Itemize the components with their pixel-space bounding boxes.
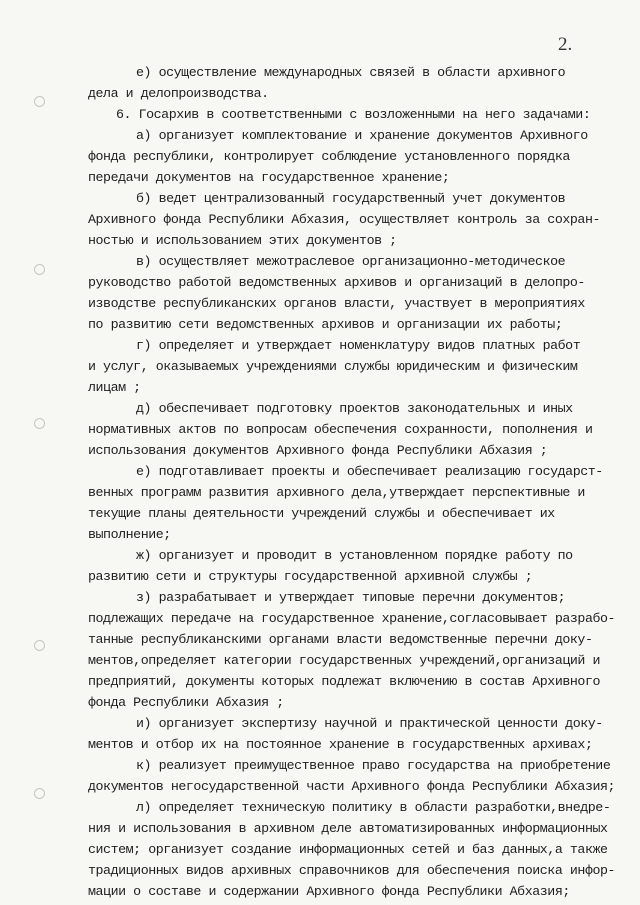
text-line: мации о составе и содержании Архивного фонда Республики Абхазия; (88, 884, 570, 899)
text-line: фонда республики, контролирует соблюдение установленного порядка (88, 149, 570, 164)
text-line: по развитию сети ведомственных архивов и организации их работы; (88, 317, 563, 332)
text-line: и) организует экспертизу научной и практической ценности доку- (136, 716, 603, 731)
text-line: г) определяет и утверждает номенклатуру видов платных работ (136, 338, 581, 353)
text-line: д) обеспечивает подготовку проектов законодательных и иных (136, 401, 573, 416)
punch-hole-mark (34, 788, 45, 799)
text-line: дела и делопроизводства. (88, 86, 269, 101)
text-line: танные республиканскими органами власти ведомственные перечни доку- (88, 632, 593, 647)
text-line: и услуг, оказываемых учреждениями службы юридическим и физическим (88, 359, 578, 374)
text-line: ментов,определяет категории государственных учреждений,организаций и (88, 653, 601, 668)
text-line: венных программ развития архивного дела,утверждает перспективные и (88, 485, 585, 500)
text-line: подлежащих передаче на государственное хранение,согласовывает разрабо- (88, 611, 616, 626)
text-line: передачи документов на государственное хранение; (88, 170, 450, 185)
text-line: документов негосударственной части Архивного фонда Республики Абхазия; (88, 779, 616, 794)
text-line: 6. Госархив в соответственными с возложенными на него задачами: (116, 107, 591, 122)
text-line: предприятий, документы которых подлежат включению в состав Архивного (88, 674, 601, 689)
text-line: текущие планы деятельности учреждений службы и обеспечивает их (88, 506, 555, 521)
text-line: руководство работой ведомственных архивов и организаций в делопро- (88, 275, 585, 290)
text-line: лицам ; (88, 380, 141, 395)
text-line: ментов и отбор их на постоянное хранение в государственных архивах; (88, 737, 593, 752)
text-line: ния и использования в архивном деле автоматизированных информационных (88, 821, 608, 836)
text-line: в) осуществляет межотраслевое организационно-методическое (136, 254, 566, 269)
punch-hole-mark (34, 640, 45, 651)
text-line: ностью и использованием этих документов ; (88, 233, 397, 248)
text-line: к) реализует преимущественное право государства на приобретение (136, 758, 611, 773)
text-line: ж) организует и проводит в установленном порядке работу по (136, 548, 573, 563)
text-line: е) осуществление международных связей в области архивного (136, 65, 566, 80)
punch-hole-mark (34, 418, 45, 429)
punch-hole-mark (34, 96, 45, 107)
text-line: развитию сети и структуры государственной архивной службы ; (88, 569, 533, 584)
text-line: использования документов Архивного фонда Республики Абхазия ; (88, 443, 548, 458)
text-line: фонда Республики Абхазия ; (88, 695, 284, 710)
text-line: систем; организует создание информационных сетей и баз данных,а также (88, 842, 608, 857)
text-line: Архивного фонда Республики Абхазия, осуществляет контроль за сохран- (88, 212, 601, 227)
text-line: л) определяет техническую политику в области разработки,внедре- (136, 800, 611, 815)
text-line: е) подготавливает проекты и обеспечивает реализацию государст- (136, 464, 603, 479)
text-line: традиционных видов архивных справочников для обеспечения поиска инфор- (88, 863, 616, 878)
text-line: з) разрабатывает и утверждает типовые перечни документов; (136, 590, 566, 605)
text-line: б) ведет централизованный государственный учет документов (136, 191, 566, 206)
text-line: нормативных актов по вопросам обеспечения сохранности, пополнения и (88, 422, 593, 437)
text-line: а) организует комплектование и хранение документов Архивного (136, 128, 588, 143)
page-number: 2. (558, 34, 573, 55)
punch-hole-mark (34, 264, 45, 275)
text-line: выполнение; (88, 527, 171, 542)
text-line: изводстве республиканских органов власти, участвует в мероприятиях (88, 296, 585, 311)
